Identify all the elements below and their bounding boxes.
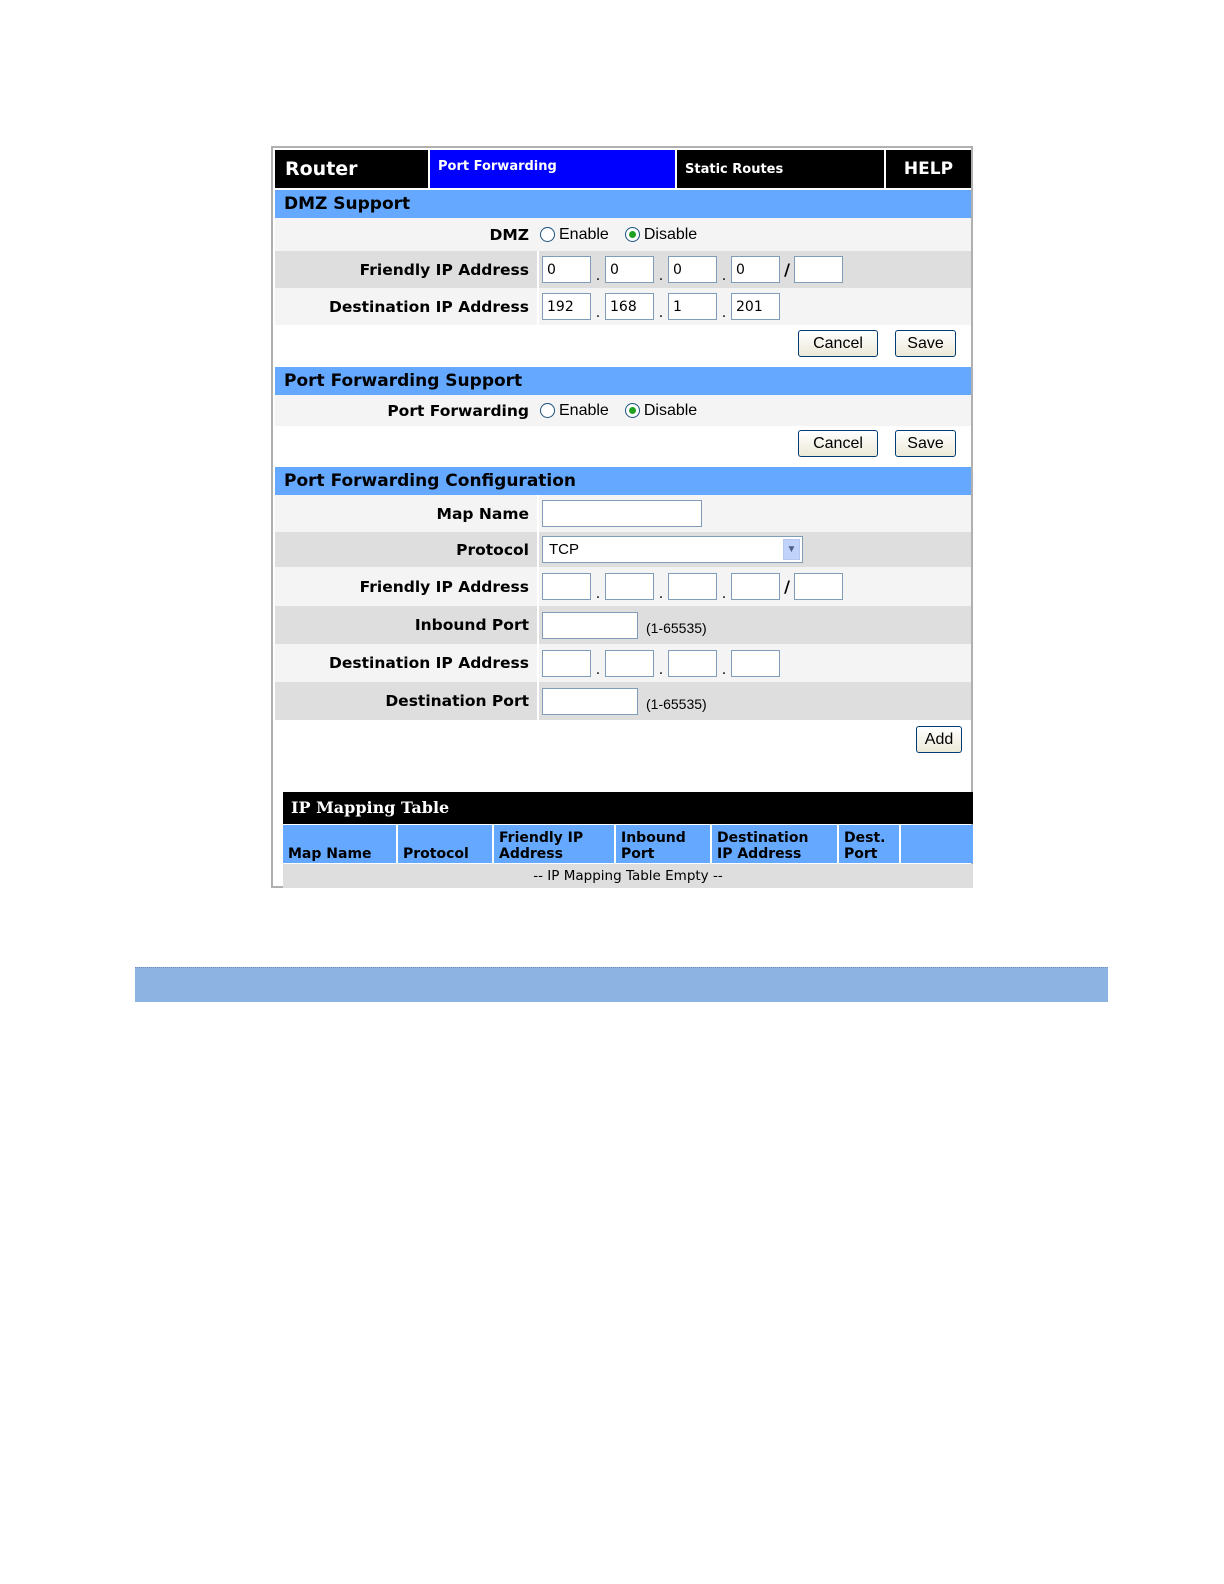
inbound-port-row [275, 606, 971, 644]
dest-port-row [275, 682, 971, 720]
nav-port-forwarding[interactable]: Port Forwarding [430, 150, 677, 188]
document-section-bar [135, 967, 1108, 1002]
col-actions [901, 825, 973, 863]
ip-dot: . [721, 586, 727, 602]
pf-friendly-mask[interactable] [794, 573, 843, 600]
nav-help[interactable]: HELP [886, 150, 971, 188]
col-friendly-ip: Friendly IP Address [494, 825, 616, 863]
protocol-value: TCP [549, 541, 579, 558]
dmz-dest-label: Destination IP Address [329, 297, 529, 316]
chevron-down-icon[interactable]: ▼ [783, 539, 800, 560]
mapping-table-title: IP Mapping Table [283, 792, 973, 824]
dmz-friendly-label: Friendly IP Address [359, 260, 529, 279]
dmz-friendly-ip-2[interactable] [605, 256, 654, 283]
ip-dot: . [721, 268, 727, 284]
ip-dot: . [721, 662, 727, 678]
radio-on-icon [625, 227, 640, 242]
dmz-friendly-row [275, 251, 971, 288]
pf-dest-ip-label: Destination IP Address [329, 654, 529, 672]
protocol-select[interactable] [542, 536, 803, 563]
dmz-dest-row [275, 288, 971, 325]
top-nav [275, 150, 971, 188]
pf-support-row [275, 395, 971, 426]
ip-dot: . [595, 662, 601, 678]
dmz-friendly-ip-4[interactable] [731, 256, 780, 283]
ip-dot: . [658, 586, 664, 602]
pf-disable-radio[interactable] [625, 402, 697, 420]
dmz-row [275, 218, 971, 251]
ip-dot: . [721, 305, 727, 321]
dmz-section-title: DMZ Support [275, 190, 971, 218]
nav-router[interactable]: Router [275, 150, 430, 188]
pf-cancel-button[interactable]: Cancel [798, 430, 878, 457]
dmz-dest-ip-3[interactable] [668, 293, 717, 320]
pf-enable-label: Enable [559, 401, 609, 419]
ip-slash: / [784, 260, 790, 279]
ip-dot: . [658, 268, 664, 284]
radio-off-icon [540, 403, 555, 418]
radio-on-icon [625, 403, 640, 418]
dmz-disable-radio[interactable] [625, 226, 697, 244]
ip-dot: . [658, 662, 664, 678]
pf-support-button-row [275, 426, 971, 465]
dmz-save-button[interactable]: Save [895, 330, 956, 357]
add-button[interactable]: Add [916, 726, 962, 753]
dmz-button-row [275, 325, 971, 365]
pf-friendly-ip-4[interactable] [731, 573, 780, 600]
inbound-port-hint: (1-65535) [646, 620, 707, 636]
pf-dest-ip-4[interactable] [731, 650, 780, 677]
dest-port-hint: (1-65535) [646, 696, 707, 712]
protocol-label: Protocol [456, 540, 529, 559]
dest-port-label: Destination Port [385, 692, 529, 710]
dmz-friendly-mask[interactable] [794, 256, 843, 283]
pf-config-section-title: Port Forwarding Configuration [275, 467, 971, 495]
pf-support-section-title: Port Forwarding Support [275, 367, 971, 395]
mapping-table-empty: -- IP Mapping Table Empty -- [283, 864, 973, 888]
ip-dot: . [595, 586, 601, 602]
dmz-friendly-ip-1[interactable] [542, 256, 591, 283]
dmz-dest-ip-1[interactable] [542, 293, 591, 320]
dmz-disable-label: Disable [643, 225, 698, 243]
pf-friendly-ip-1[interactable] [542, 573, 591, 600]
dmz-enable-radio[interactable] [540, 226, 609, 244]
dmz-dest-ip-4[interactable] [731, 293, 780, 320]
dmz-dest-ip-2[interactable] [605, 293, 654, 320]
pf-friendly-ip-2[interactable] [605, 573, 654, 600]
dmz-label: DMZ [489, 225, 529, 244]
router-panel [271, 146, 973, 888]
nav-static-routes[interactable]: Static Routes [677, 150, 886, 188]
dmz-enable-label: Enable [559, 225, 609, 243]
ip-dot: . [658, 305, 664, 321]
pf-dest-ip-2[interactable] [605, 650, 654, 677]
dmz-cancel-button[interactable]: Cancel [798, 330, 878, 357]
map-name-input[interactable] [542, 500, 702, 527]
col-protocol: Protocol [398, 825, 494, 863]
map-name-label: Map Name [436, 504, 529, 523]
pf-friendly-ip-3[interactable] [668, 573, 717, 600]
map-name-row [275, 495, 971, 532]
dest-port-input[interactable] [542, 688, 638, 715]
pf-save-button[interactable]: Save [895, 430, 956, 457]
col-inbound-port: Inbound Port [616, 825, 712, 863]
pf-disable-label: Disable [643, 401, 698, 419]
pf-dest-ip-3[interactable] [668, 650, 717, 677]
pf-friendly-label: Friendly IP Address [359, 577, 529, 596]
mapping-table-header [283, 825, 973, 863]
ip-dot: . [595, 305, 601, 321]
ip-slash: / [784, 577, 790, 596]
add-button-row [275, 720, 971, 760]
dmz-friendly-ip-3[interactable] [668, 256, 717, 283]
col-map-name: Map Name [283, 825, 398, 863]
pf-friendly-row [275, 567, 971, 606]
pf-support-label: Port Forwarding [387, 401, 529, 420]
inbound-port-label: Inbound Port [414, 616, 529, 634]
pf-dest-ip-1[interactable] [542, 650, 591, 677]
pf-enable-radio[interactable] [540, 402, 609, 420]
pf-dest-ip-row [275, 644, 971, 682]
col-dest-port: Dest. Port [839, 825, 901, 863]
protocol-row [275, 532, 971, 567]
ip-dot: . [595, 268, 601, 284]
col-destination-ip: Destination IP Address [712, 825, 839, 863]
inbound-port-input[interactable] [542, 612, 638, 639]
radio-off-icon [540, 227, 555, 242]
